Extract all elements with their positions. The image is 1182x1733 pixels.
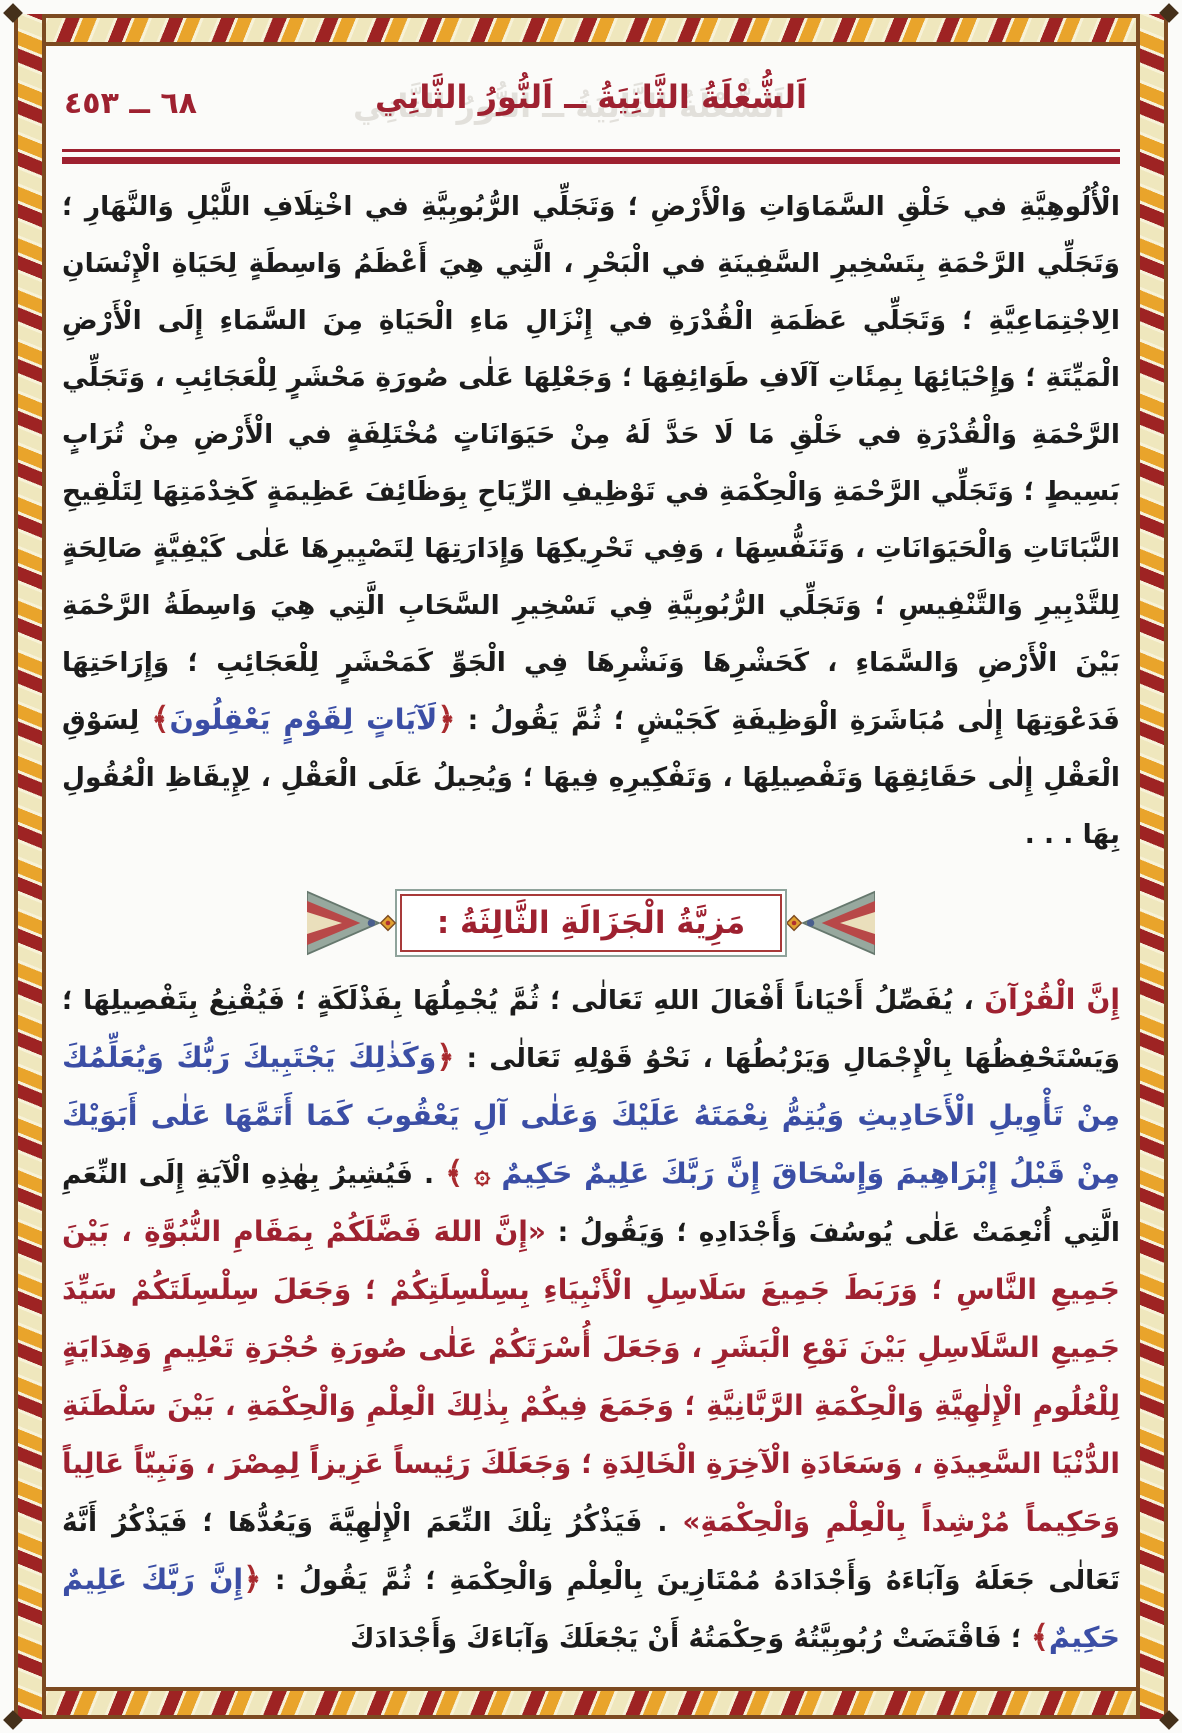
text-segment-verse: لَآيَاتٍ لِقَوْمٍ يَعْقِلُونَ	[169, 703, 438, 736]
page-header	[62, 64, 1120, 140]
section-heading-row	[62, 889, 1120, 957]
text-segment-bracket: ﴿	[436, 1039, 455, 1075]
text-segment-normal: ، يُفَصِّلُ أَحْيَاناً أَفْعَالَ اللهِ تَعَالٰى ؛ ثُمَّ يُجْمِلُهَا بِفَذْلَكَةٍ ؛ فَيُقْنِعُ بِتَفْصِيلِهَا ؛ وَيَسْتَحْفِظُهَا بِالْإِجْمَالِ وَيَرْبُطُهَا ، نَحْوُ قَوْلِهِ تَعَالٰى :	[52, 985, 1120, 1074]
ornamental-border-bottom	[14, 1687, 1168, 1719]
header-rule-thick	[62, 157, 1120, 164]
ornamental-border-top	[14, 14, 1168, 46]
text-segment-bracket: ﴾	[445, 1155, 464, 1191]
text-segment-normal: لِسَوْقِ الْعَقْلِ إِلٰى حَقَائِقِهَا وَتَفْصِيلِهَا ، وَتَفْكِيرِهِ فِيهَا ؛ وَيُحِيلُ عَلَى الْعَقْلِ ، لِإِيقَاظِ الْعُقُولِ بِهَا . . .	[52, 705, 1120, 850]
section-heading: مَزِيَّةُ الْجَزَالَةِ الثَّالِثَةُ :	[395, 889, 787, 956]
text-segment-bracket: ﴿	[437, 701, 456, 737]
page-numbers: ٦٨ ــ ٤٥٣	[64, 86, 197, 121]
text-segment-bracket: ﴾	[1030, 1619, 1049, 1655]
text-segment-normal: . فَيُشِيرُ بِهٰذِهِ الْآيَةِ إِلَى النِّعَمِ الَّتِي أُنْعِمَتْ عَلٰى يُوسُفَ وَأَجْدَادِهِ ؛ وَيَقُولُ :	[52, 1159, 1120, 1248]
text-segment-normal: ؛ فَاقْتَضَتْ رُبُوبِيَّتُهُ وَحِكْمَتُهُ أَنْ يَجْعَلَكَ وَآبَاءَكَ وَأَجْدَادَكَ	[350, 1623, 1031, 1654]
text-segment-bracket: ﴾	[151, 701, 170, 737]
text-segment-quote: «إِنَّ اللهَ فَضَّلَكُمْ بِمَقَامِ النُّبُوَّةِ ، بَيْنَ جَمِيعِ النَّاسِ ؛ وَرَبَطَ جَمِيعَ سَلَاسِلِ الْأَنْبِيَاءِ بِسِلْسِلَتِكُمْ ؛ وَجَعَلَ سِلْسِلَتَكُمْ سَيِّدَ جَمِيعِ السَّلَاسِلِ بَيْنَ نَوْعِ الْبَشَرِ ، وَجَعَلَ أُسْرَتَكُمْ عَلٰى صُورَةِ حُجْرَةِ تَعْلِيمٍ وَهِدَايَةٍ لِلْعُلُومِ الْإِلٰهِيَّةِ وَالْحِكْمَةِ الرَّبَّانِيَّةِ ؛ وَجَمَعَ فِيكُمْ بِذٰلِكَ الْعِلْمِ وَالْحِكْمَةِ ، بَيْنَ سَلْطَنَةِ الدُّنْيَا السَّعِيدَةِ ، وَسَعَادَةِ الْآخِرَةِ الْخَالِدَةِ ؛ وَجَعَلَكَ رَئِيساً عَزِيزاً لِمِصْرَ ، وَنَبِيّاً عَالِياً وَحَكِيماً مُرْشِداً بِالْعِلْمِ وَالْحِكْمَةِ»	[52, 1215, 1120, 1538]
floral-finial-icon	[783, 889, 875, 957]
paragraph-1	[52, 178, 1120, 863]
ornamental-border-right	[1136, 14, 1168, 1719]
ornamental-border-left	[14, 14, 46, 1719]
header-rule-thin	[62, 149, 1120, 152]
text-segment-bracket: ﴿	[243, 1561, 262, 1597]
paragraph-2	[52, 971, 1121, 1667]
text-segment-rosette: ۞	[463, 1159, 502, 1190]
text-segment-verse: إِنَّ رَبَّكَ عَلِيمٌ حَكِيمٌ	[52, 1563, 1120, 1654]
page-title: اَلشُّعْلَةُ الثَّانِيَةُ ــ اَلنُّورُ الثَّانِي	[374, 78, 808, 116]
page-content	[52, 64, 1121, 1667]
text-segment-quote: إِنَّ الْقُرْآنَ	[984, 983, 1120, 1016]
floral-finial-icon	[307, 889, 399, 957]
text-segment-verse: وَكَذٰلِكَ يَجْتَبِيكَ رَبُّكَ وَيُعَلِّمُكَ مِنْ تَأْوِيلِ الْأَحَادِيثِ وَيُتِمُّ نِعْمَتَهُ عَلَيْكَ وَعَلٰى آلِ يَعْقُوبَ كَمَا أَتَمَّهَا عَلٰى أَبَوَيْكَ مِنْ قَبْلُ إِبْرَاهِيمَ وَإِسْحَاقَ إِنَّ رَبَّكَ عَلِيمٌ حَكِيمٌ	[52, 1041, 1121, 1190]
text-segment-normal: . فَيَذْكُرُ تِلْكَ النِّعَمَ الْإِلٰهِيَّةَ وَيَعُدُّهَا ؛ فَيَذْكُرُ أَنَّهُ تَعَالٰى جَعَلَهُ وَآبَاءَهُ وَأَجْدَادَهُ مُمْتَازِينَ بِالْعِلْمِ وَالْحِكْمَةِ ؛ ثُمَّ يَقُولُ :	[52, 1507, 1120, 1596]
text-segment-normal: الْأُلُوهِيَّةِ في خَلْقِ السَّمَاوَاتِ وَالْأَرْضِ ؛ وَتَجَلِّي الرُّبُوبِيَّةِ في اخْتِلَافِ اللَّيْلِ وَالنَّهَارِ ؛ وَتَجَلِّي الرَّحْمَةِ بِتَسْخِيرِ السَّفِينَةِ في الْبَحْرِ ، الَّتِي هِيَ أَعْظَمُ وَاسِطَةٍ لِحَيَاةِ الْإِنْسَانِ الِاجْتِمَاعِيَّةِ ؛ وَتَجَلِّي عَظَمَةِ الْقُدْرَةِ في إِنْزَالِ مَاءِ الْحَيَاةِ مِنَ السَّمَاءِ إِلَى الْأَرْضِ الْمَيِّتَةِ ؛ وَإِحْيَائِهَا بِمِئَاتِ آلَافِ طَوَائِفِهَا ؛ وَجَعْلِهَا عَلٰى صُورَةِ مَحْشَرٍ لِلْعَجَائِبِ ، وَتَجَلِّي الرَّحْمَةِ وَالْقُدْرَةِ في خَلْقِ مَا لَا حَدَّ لَهُ مِنْ حَيَوَانَاتٍ مُخْتَلِفَةٍ في الْأَرْضِ مِنْ تُرَابٍ بَسِيطٍ ؛ وَتَجَلِّي الرَّحْمَةِ وَالْحِكْمَةِ في تَوْظِيفِ الرِّيَاحِ بِوَظَائِفَ عَظِيمَةٍ كَخِدْمَتِهَا لِتَلْقِيحِ النَّبَاتَاتِ وَالْحَيَوَانَاتِ ، وَتَنَفُّسِهَا ، وَفِي تَحْرِيكِهَا وَإِدَارَتِهَا لِتَصْيِيرِهَا عَلٰى كَيْفِيَّةٍ صَالِحَةٍ لِلتَّدْبِيرِ وَالتَّنْفِيسِ ؛ وَتَجَلِّي الرُّبُوبِيَّةِ فِي تَسْخِيرِ السَّحَابِ الَّتِي هِيَ وَاسِطَةُ الرَّحْمَةِ بَيْنَ الْأَرْضِ وَالسَّمَاءِ ، كَحَشْرِهَا وَنَشْرِهَا فِي الْجَوِّ كَمَحْشَرٍ لِلْعَجَائِبِ ؛ وَإِرَاحَتِهَا فَدَعْوَتِهَا إِلٰى مُبَاشَرَةِ الْوَظِيفَةِ كَجَيْشٍ ؛ ثُمَّ يَقُولُ :	[52, 191, 1120, 736]
